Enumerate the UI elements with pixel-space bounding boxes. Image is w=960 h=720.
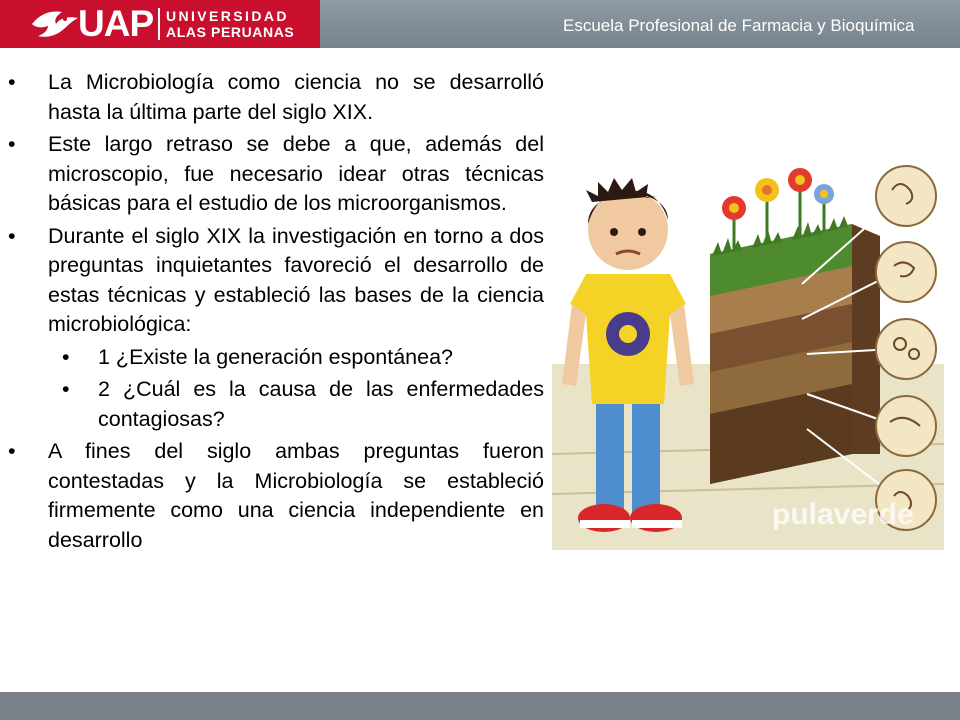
- bullet-point: • La Microbiología como ciencia no se desarrolló hasta la última parte del siglo XIX.: [0, 68, 560, 127]
- slide-body: [0, 68, 560, 558]
- bullet-point: • Este largo retraso se debe a que, además del microscopio, fue necesario idear otras técnicas básicas para el estudio de los microorganismos.: [0, 130, 560, 219]
- university-logo: [0, 0, 320, 48]
- logo-divider: [158, 8, 160, 40]
- illustration-image: [552, 154, 944, 550]
- logo-line-2: ALAS PERUANAS: [166, 24, 295, 40]
- watermark-text: pulaverde: [772, 498, 914, 531]
- footer-bar: [0, 692, 960, 720]
- school-name: Escuela Profesional de Farmacia y Bioquímica: [563, 16, 915, 35]
- sub-bullet-point: • 1 ¿Existe la generación espontánea?: [0, 343, 560, 373]
- soil-microorganisms-illustration: [552, 154, 944, 550]
- header-bar: [0, 0, 960, 48]
- eagle-logo-icon: [30, 6, 80, 42]
- bullet-point: • Durante el siglo XIX la investigación en torno a dos preguntas inquietantes favoreció el desarrollo de estas técnicas y estableció las bases de la ciencia microbiológica:: [0, 222, 560, 340]
- logo-line-1: UNIVERSIDAD: [166, 8, 289, 24]
- sub-bullet-point: • 2 ¿Cuál es la causa de las enfermedades contagiosas?: [0, 375, 560, 434]
- logo-abbreviation: UAP: [78, 3, 154, 44]
- bullet-point: • A fines del siglo ambas preguntas fueron contestadas y la Microbiología se estableció firmemente como una ciencia independiente en desarrollo: [0, 437, 560, 555]
